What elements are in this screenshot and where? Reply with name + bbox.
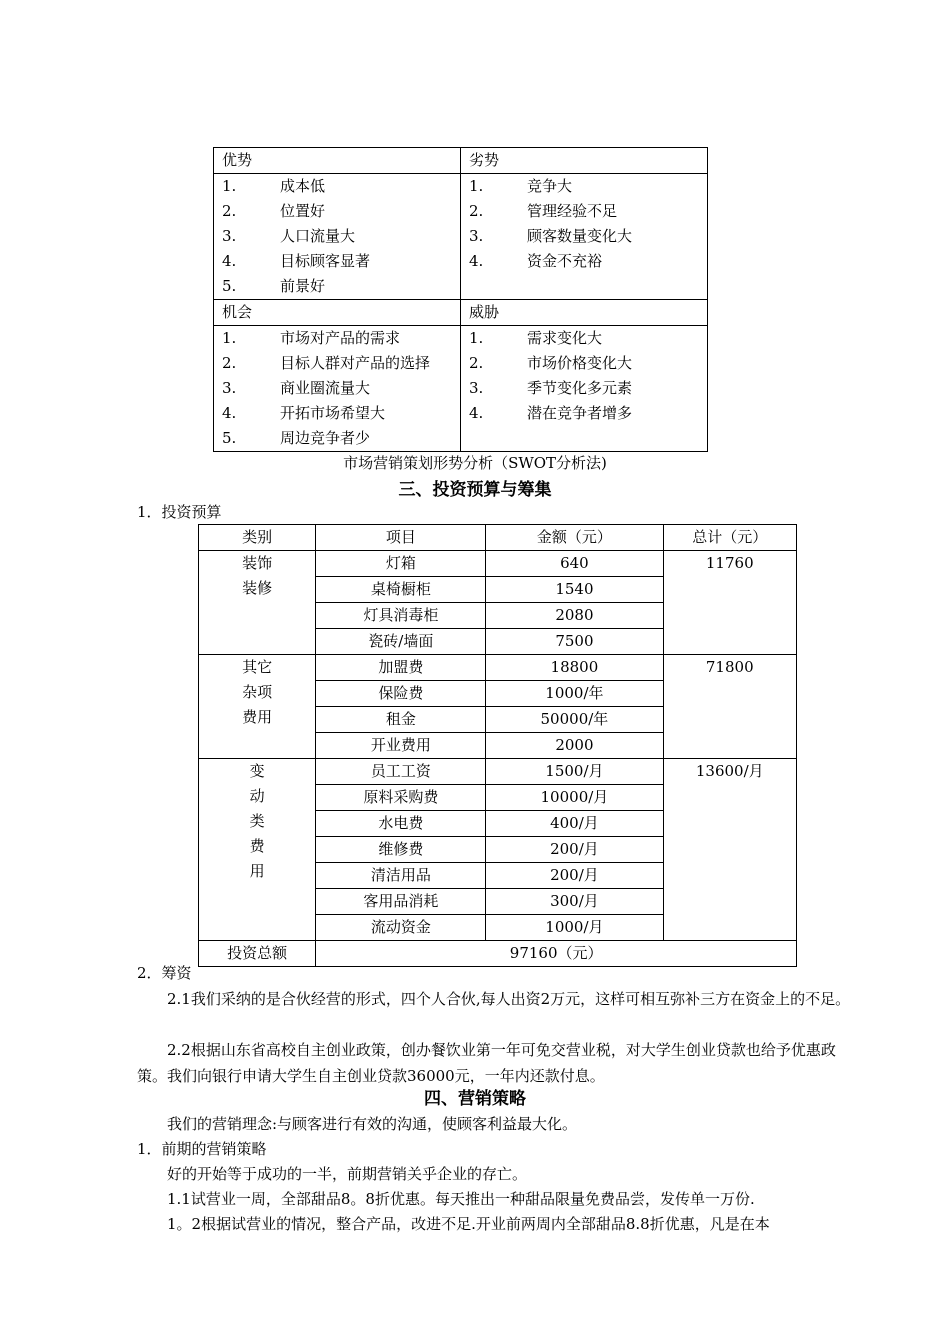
strength-item-number: 4. bbox=[222, 252, 237, 270]
weaknesses-list bbox=[469, 174, 699, 274]
swot-table bbox=[213, 147, 708, 452]
weakness-item bbox=[469, 249, 699, 274]
threat-item-number: 4. bbox=[469, 404, 484, 422]
financing-subheading: 2．筹资 bbox=[137, 964, 192, 982]
budget-item: 桌椅橱柜 bbox=[316, 577, 486, 603]
strength-item bbox=[222, 274, 452, 299]
budget-amount: 1000/月 bbox=[486, 915, 663, 941]
weakness-item-number: 3. bbox=[469, 227, 484, 245]
strength-item-text: 前景好 bbox=[280, 277, 326, 295]
budget-amount: 640 bbox=[486, 551, 663, 577]
budget-item: 水电费 bbox=[316, 811, 486, 837]
budget-item: 原料采购费 bbox=[316, 785, 486, 811]
marketing-intro: 我们的营销理念:与顾客进行有效的沟通，使顾客利益最大化。 bbox=[167, 1115, 578, 1133]
header-item: 项目 bbox=[316, 525, 486, 551]
budget-category-lines bbox=[199, 759, 315, 884]
threat-item bbox=[469, 351, 699, 376]
budget-amount: 400/月 bbox=[486, 811, 663, 837]
budget-amount: 2000 bbox=[486, 733, 663, 759]
opportunity-item bbox=[222, 351, 452, 376]
swot-caption: 市场营销策划形势分析（SWOT分析法) bbox=[343, 454, 607, 472]
budget-item: 开业费用 bbox=[316, 733, 486, 759]
budget-item: 加盟费 bbox=[316, 655, 486, 681]
opportunity-item-number: 4. bbox=[222, 404, 237, 422]
strength-item-number: 3. bbox=[222, 227, 237, 245]
opportunities-cell bbox=[214, 326, 461, 452]
budget-item: 客用品消耗 bbox=[316, 889, 486, 915]
opportunity-item-text: 目标人群对产品的选择 bbox=[280, 354, 431, 372]
threats-cell bbox=[461, 326, 708, 452]
investment-budget-subheading: 1．投资预算 bbox=[137, 503, 222, 521]
weakness-item-number: 1. bbox=[469, 177, 484, 195]
section4-heading: 四、营销策略 bbox=[424, 1089, 526, 1109]
strengths-list bbox=[222, 174, 452, 299]
budget-category-line: 装饰 bbox=[242, 554, 273, 572]
budget-category-line: 类 bbox=[249, 812, 265, 830]
weakness-item-number: 2. bbox=[469, 202, 484, 220]
budget-category-line: 变 bbox=[249, 762, 265, 780]
budget-item: 灯箱 bbox=[316, 551, 486, 577]
threat-item bbox=[469, 326, 699, 351]
budget-category-line: 用 bbox=[249, 862, 265, 880]
budget-category-line: 费 bbox=[249, 837, 265, 855]
budget-item: 员工工资 bbox=[316, 759, 486, 785]
budget-total: 13600/月 bbox=[663, 759, 797, 941]
budget-category-lines bbox=[199, 551, 315, 601]
budget-item: 灯具消毒柜 bbox=[316, 603, 486, 629]
budget-category-line: 费用 bbox=[242, 708, 273, 726]
budget-row bbox=[199, 551, 797, 577]
weakness-item-text: 管理经验不足 bbox=[527, 202, 618, 220]
header-total: 总计（元） bbox=[663, 525, 797, 551]
budget-header-row bbox=[199, 525, 797, 551]
weakness-item bbox=[469, 174, 699, 199]
opportunity-item-number: 5. bbox=[222, 429, 237, 447]
strength-item bbox=[222, 224, 452, 249]
budget-total: 71800 bbox=[663, 655, 797, 759]
strengths-header: 优势 bbox=[214, 148, 461, 174]
budget-item: 流动资金 bbox=[316, 915, 486, 941]
strength-item-number: 1. bbox=[222, 177, 237, 195]
weakness-item bbox=[469, 199, 699, 224]
opportunity-item-number: 3. bbox=[222, 379, 237, 397]
section3-heading: 三、投资预算与筹集 bbox=[398, 480, 552, 500]
threat-item-number: 1. bbox=[469, 329, 484, 347]
budget-amount: 200/月 bbox=[486, 837, 663, 863]
weakness-item-text: 资金不充裕 bbox=[527, 252, 603, 270]
strength-item bbox=[222, 174, 452, 199]
opportunities-header: 机会 bbox=[214, 300, 461, 326]
budget-amount: 50000/年 bbox=[486, 707, 663, 733]
weakness-item-text: 顾客数量变化大 bbox=[527, 227, 633, 245]
budget-item: 瓷砖/墙面 bbox=[316, 629, 486, 655]
threat-item-text: 需求变化大 bbox=[527, 329, 603, 347]
strength-item-text: 目标顾客显著 bbox=[280, 252, 371, 270]
budget-amount: 1000/年 bbox=[486, 681, 663, 707]
budget-amount: 18800 bbox=[486, 655, 663, 681]
budget-category-line: 杂项 bbox=[242, 683, 273, 701]
weaknesses-cell bbox=[461, 174, 708, 300]
budget-category-line: 其它 bbox=[242, 658, 273, 676]
threat-item bbox=[469, 401, 699, 426]
opportunity-item bbox=[222, 401, 452, 426]
grand-total-label: 投资总额 bbox=[199, 941, 316, 967]
weakness-item-number: 4. bbox=[469, 252, 484, 270]
strength-item-number: 5. bbox=[222, 277, 237, 295]
budget-amount: 10000/月 bbox=[486, 785, 663, 811]
weakness-item bbox=[469, 224, 699, 249]
budget-amount: 200/月 bbox=[486, 863, 663, 889]
financing-paragraph-2: 2.2根据山东省高校自主创业政策，创办餐饮业第一年可免交营业税，对大学生创业贷款也给予优惠政策。我们向银行申请大学生自主创业贷款36000元，一年内还款付息。 bbox=[137, 1041, 836, 1085]
budget-total: 11760 bbox=[663, 551, 797, 655]
strength-item-number: 2. bbox=[222, 202, 237, 220]
budget-amount: 300/月 bbox=[486, 889, 663, 915]
opportunity-item bbox=[222, 326, 452, 351]
budget-category bbox=[199, 551, 316, 655]
opportunity-item-text: 开拓市场希望大 bbox=[280, 404, 386, 422]
threat-item-number: 2. bbox=[469, 354, 484, 372]
opportunity-item-text: 市场对产品的需求 bbox=[280, 329, 401, 347]
opportunity-item-number: 2. bbox=[222, 354, 237, 372]
budget-row bbox=[199, 655, 797, 681]
threat-item-text: 市场价格变化大 bbox=[527, 354, 633, 372]
opportunities-list bbox=[222, 326, 452, 451]
budget-item: 保险费 bbox=[316, 681, 486, 707]
header-amount: 金额（元） bbox=[486, 525, 663, 551]
budget-item: 租金 bbox=[316, 707, 486, 733]
budget-row bbox=[199, 759, 797, 785]
budget-category-lines bbox=[199, 655, 315, 730]
opportunity-item-text: 商业圈流量大 bbox=[280, 379, 371, 397]
budget-item: 维修费 bbox=[316, 837, 486, 863]
threat-item-text: 季节变化多元素 bbox=[527, 379, 633, 397]
strength-item-text: 位置好 bbox=[280, 202, 326, 220]
early-marketing-subheading: 1．前期的营销策略 bbox=[137, 1140, 267, 1158]
budget-amount: 1540 bbox=[486, 577, 663, 603]
budget-item: 清洁用品 bbox=[316, 863, 486, 889]
strength-item bbox=[222, 249, 452, 274]
weaknesses-header: 劣势 bbox=[461, 148, 708, 174]
budget-amount: 7500 bbox=[486, 629, 663, 655]
threats-header: 威胁 bbox=[461, 300, 708, 326]
threats-list bbox=[469, 326, 699, 426]
trial-opening-paragraph: 1.1试营业一周，全部甜品8。8折优惠。每天推出一种甜品限量免费品尝，发传单一万份. bbox=[167, 1190, 755, 1208]
budget-amount: 2080 bbox=[486, 603, 663, 629]
budget-category-line: 动 bbox=[249, 787, 265, 805]
threat-item-text: 潜在竞争者增多 bbox=[527, 404, 633, 422]
opening-promotion-paragraph: 1。2根据试营业的情况，整合产品，改进不足.开业前两周内全部甜品8.8折优惠，凡是在本 bbox=[167, 1215, 770, 1233]
budget-table bbox=[198, 524, 797, 967]
opportunity-item-text: 周边竞争者少 bbox=[280, 429, 371, 447]
header-category: 类别 bbox=[199, 525, 316, 551]
budget-category bbox=[199, 759, 316, 941]
early-marketing-paragraph: 好的开始等于成功的一半，前期营销关乎企业的存亡。 bbox=[167, 1165, 528, 1183]
financing-paragraph-1: 2.1我们采纳的是合伙经营的形式，四个人合伙,每人出资2万元，这样可相互弥补三方在资金上的不足。 bbox=[167, 990, 851, 1008]
weakness-item-text: 竞争大 bbox=[527, 177, 573, 195]
budget-category-line: 装修 bbox=[242, 579, 273, 597]
opportunity-item bbox=[222, 426, 452, 451]
opportunity-item-number: 1. bbox=[222, 329, 237, 347]
strengths-cell bbox=[214, 174, 461, 300]
budget-category bbox=[199, 655, 316, 759]
grand-total-value: 97160（元） bbox=[316, 941, 797, 967]
strength-item-text: 成本低 bbox=[280, 177, 326, 195]
budget-grand-total-row bbox=[199, 941, 797, 967]
threat-item-number: 3. bbox=[469, 379, 484, 397]
strength-item bbox=[222, 199, 452, 224]
budget-amount: 1500/月 bbox=[486, 759, 663, 785]
threat-item bbox=[469, 376, 699, 401]
opportunity-item bbox=[222, 376, 452, 401]
strength-item-text: 人口流量大 bbox=[280, 227, 356, 245]
